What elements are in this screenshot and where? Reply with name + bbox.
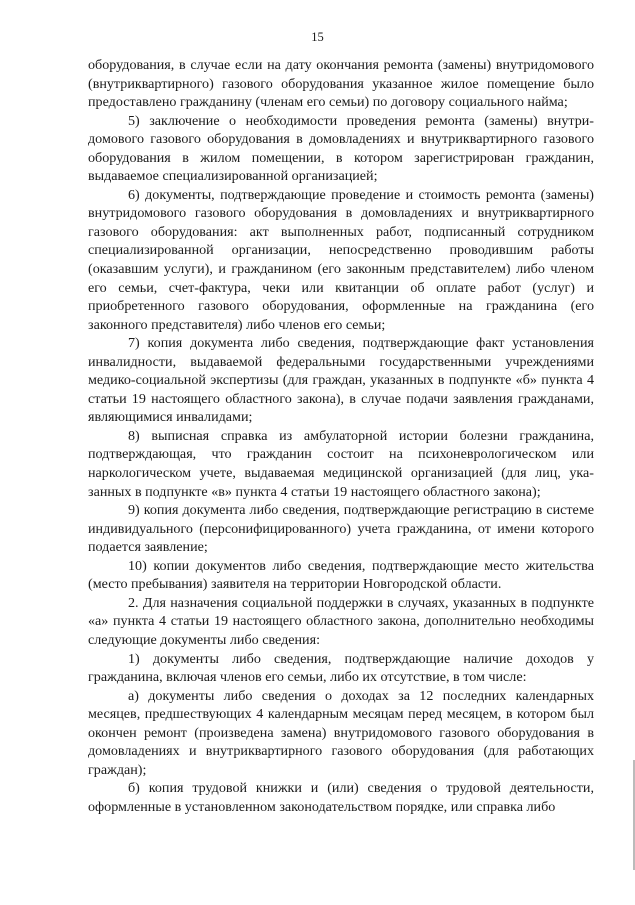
paragraph-item-5: 5) заключение о необходимости проведения ремонта (замены) внутридомового газового оборудования в домовладениях и внутриквартирного газового оборудования в жилом помещении, в котором зарегистрирован гражданин, выдаваемое специализированной организацией; (88, 112, 594, 185)
paragraph-section-2: 2. Для назначения социальной поддержки в случаях, указанных в подпункте «а» пункта 4 статьи 19 настоящего областного закона, дополнительно необходимы следующие документы либо сведения: (88, 594, 594, 648)
paragraph-subitem-b: б) копия трудовой книжки и (или) сведения о трудовой деятельности, оформленные в установленном законодательством порядке, или справка либо (88, 780, 594, 815)
paragraph-item-9: 9) копия документа либо сведения, подтверждающие регистрацию в системе индивидуального (персонифицированного) учета гражданина, от имени которого подается заявление; (88, 502, 594, 556)
paragraph-item-6: 6) документы, подтверждающие проведение и стоимость ремонта (замены) внутридомового газового оборудования в домовладениях и внутриквартирного газового оборудования: акт выполненных работ, подписанный сотрудником специализированной организации, непосредственно проводившим работы (оказавшим услуги), и гражданином (его законным представителем) либо членом его семьи, счет-фактура, чеки или квитанции об оплате работ (услуг) и приобретенного газового оборудования, оформленные на гражданина (его законного представителя) либо членов его семьи; (88, 186, 594, 333)
document-body (88, 56, 594, 816)
paragraph-subitem-1: 1) документы либо сведения, подтверждающие наличие доходов у гражданина, включая членов его семьи, либо их отсутствие, в том числе: (88, 650, 594, 686)
paragraph-item-8: 8) выписная справка из амбулаторной истории болезни гражданина, подтверждающая, что гражданин состоит на психоневрологическом или наркологическом учете, выдаваемая медицинской организацией (для лиц, указанных в подпункте «в» пункта 4 статьи 19 настоящего областного закона); (88, 427, 594, 500)
paragraph-item-10: 10) копии документов либо сведения, подтверждающие место жительства (место пребывания) заявителя на территории Новгородской области. (88, 557, 594, 593)
paragraph-continuation: оборудования, в случае если на дату окончания ремонта (замены) внутридомового (внутриквартирного) газового оборудования указанное жилое помещение было предоставлено гражданину (членам его семьи) по договору социального найма; (88, 57, 594, 111)
page-number: 15 (311, 30, 324, 44)
paragraph-item-7: 7) копия документа либо сведения, подтверждающие факт установления инвалидности, выдаваемой федеральными государственными учреждениями медико-социальной экспертизы (для граждан, указанных в подпункте «б» пункта 4 статьи 19 настоящего областного закона), в случае подачи заявления гражданами, являющимися инвалидами; (88, 335, 594, 426)
paragraph-subitem-a: а) документы либо сведения о доходах за 12 последних календарных месяцев, предшествующих 4 календарным месяцам перед месяцем, в котором был окончен ремонт (произведена замена) внутридомового газового оборудования в домовладениях и внутриквартирного газового оборудования (для работающих граждан); (88, 687, 594, 778)
